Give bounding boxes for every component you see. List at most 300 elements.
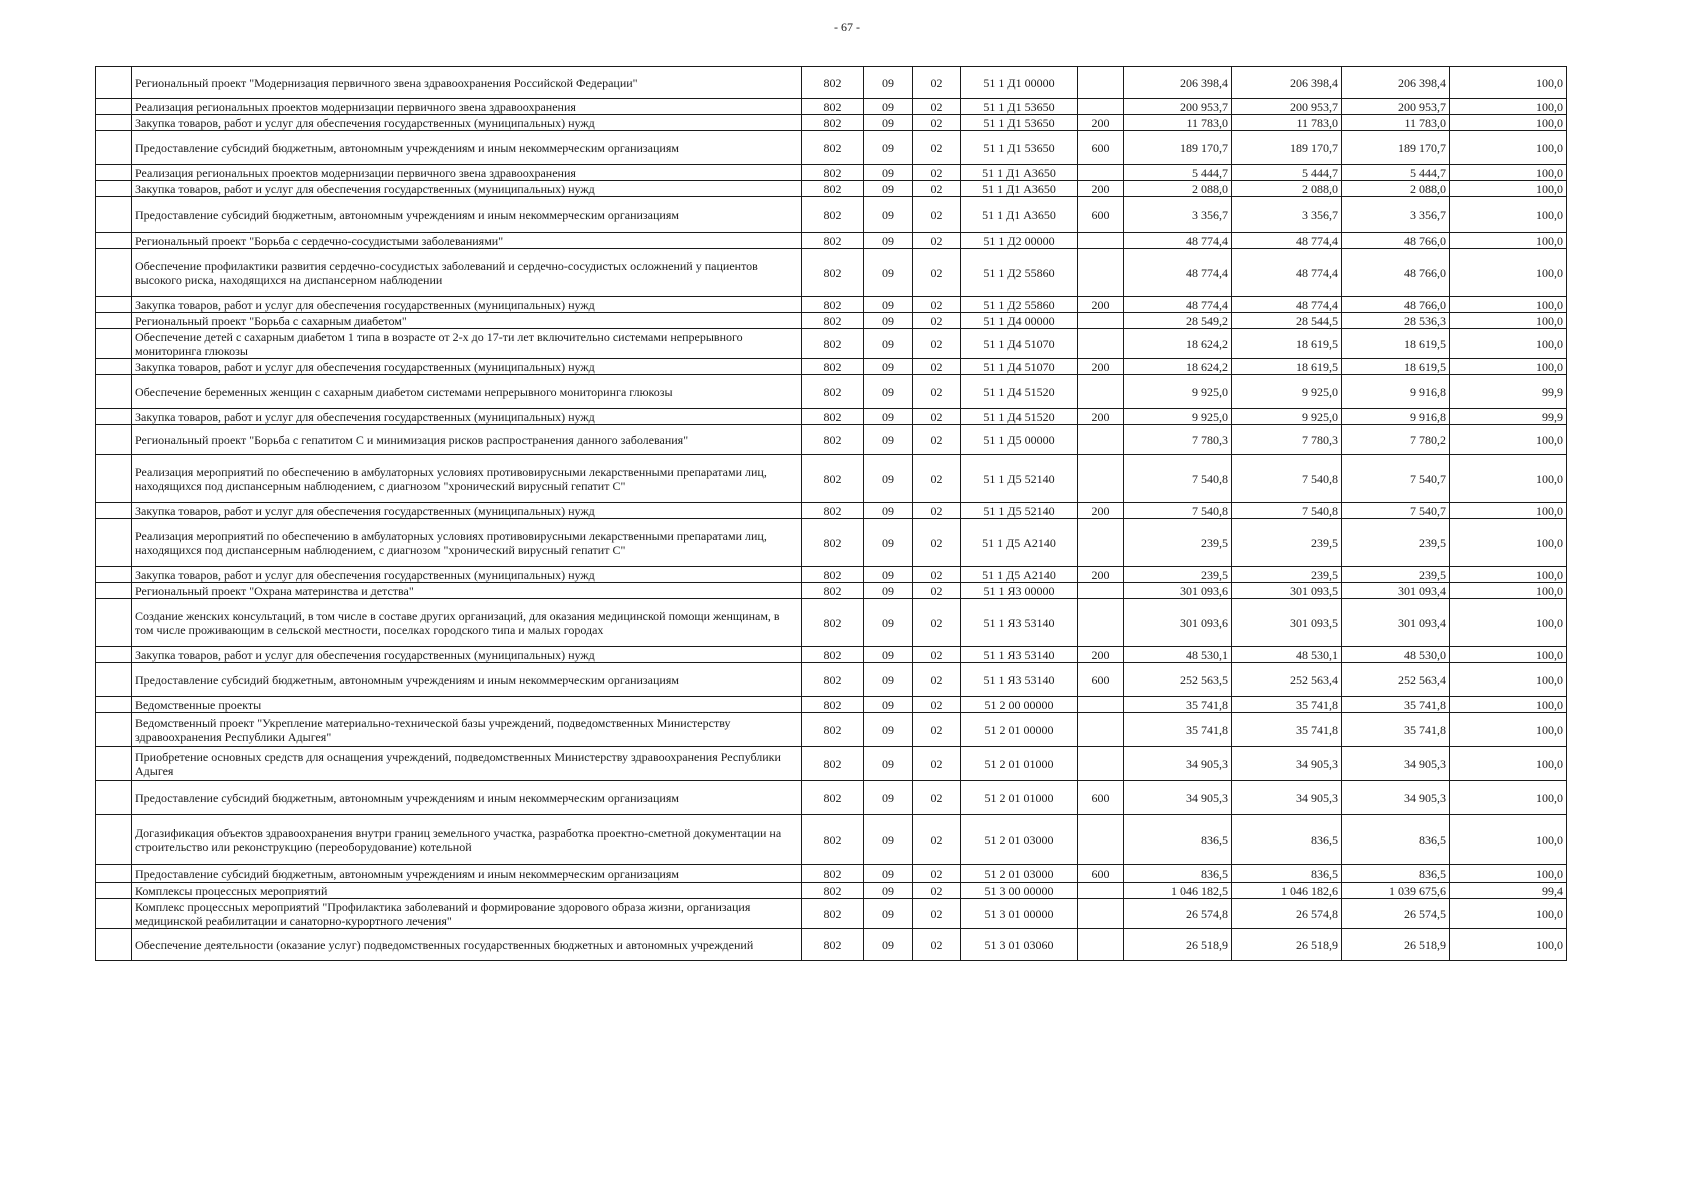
- row-percent: 100,0: [1450, 583, 1567, 599]
- row-margin: [96, 815, 132, 865]
- row-sum-refined: 206 398,4: [1232, 67, 1342, 99]
- row-ved: 802: [802, 647, 864, 663]
- row-ved: 802: [802, 815, 864, 865]
- row-margin: [96, 297, 132, 313]
- row-csr: 51 1 Д1 А3650: [961, 165, 1078, 181]
- row-name: Закупка товаров, работ и услуг для обеспечения государственных (муниципальных) нужд: [132, 503, 802, 519]
- row-pr: 02: [913, 165, 961, 181]
- row-sum-executed: 836,5: [1342, 815, 1450, 865]
- row-sum-executed: 5 444,7: [1342, 165, 1450, 181]
- row-csr: 51 1 Д1 53650: [961, 131, 1078, 165]
- row-margin: [96, 713, 132, 747]
- row-rz: 09: [864, 329, 913, 359]
- row-csr: 51 1 Д4 51520: [961, 409, 1078, 425]
- row-rz: 09: [864, 899, 913, 929]
- table-row: [96, 815, 1567, 865]
- row-name: Комплекс процессных мероприятий "Профилактика заболеваний и формирование здорового образа жизни, организация медицинской реабилитации и санаторно-курортного лечения": [132, 899, 802, 929]
- row-csr: 51 1 Д5 А2140: [961, 519, 1078, 567]
- row-rz: 09: [864, 883, 913, 899]
- row-vr: [1078, 165, 1124, 181]
- row-sum-approved: 48 774,4: [1124, 233, 1232, 249]
- row-name: Предоставление субсидий бюджетным, автономным учреждениям и иным некоммерческим организациям: [132, 865, 802, 883]
- row-sum-approved: 34 905,3: [1124, 747, 1232, 781]
- row-ved: 802: [802, 181, 864, 197]
- row-rz: 09: [864, 567, 913, 583]
- row-csr: 51 1 Д2 55860: [961, 249, 1078, 297]
- row-sum-refined: 301 093,5: [1232, 583, 1342, 599]
- row-sum-executed: 200 953,7: [1342, 99, 1450, 115]
- row-name: Региональный проект "Борьба с сахарным диабетом": [132, 313, 802, 329]
- row-sum-refined: 34 905,3: [1232, 747, 1342, 781]
- row-sum-refined: 48 774,4: [1232, 233, 1342, 249]
- row-percent: 99,4: [1450, 883, 1567, 899]
- row-ved: 802: [802, 131, 864, 165]
- row-sum-executed: 48 766,0: [1342, 297, 1450, 313]
- budget-table: [95, 66, 1567, 961]
- row-sum-refined: 18 619,5: [1232, 359, 1342, 375]
- row-sum-approved: 836,5: [1124, 865, 1232, 883]
- row-sum-executed: 18 619,5: [1342, 359, 1450, 375]
- row-pr: 02: [913, 815, 961, 865]
- row-percent: 100,0: [1450, 713, 1567, 747]
- row-sum-executed: 206 398,4: [1342, 67, 1450, 99]
- row-margin: [96, 455, 132, 503]
- row-ved: 802: [802, 747, 864, 781]
- row-sum-executed: 836,5: [1342, 865, 1450, 883]
- row-vr: 600: [1078, 781, 1124, 815]
- row-name: Региональный проект "Модернизация первичного звена здравоохранения Российской Федерации": [132, 67, 802, 99]
- row-percent: 100,0: [1450, 747, 1567, 781]
- row-sum-executed: 7 780,2: [1342, 425, 1450, 455]
- row-csr: 51 1 Д5 00000: [961, 425, 1078, 455]
- row-sum-refined: 200 953,7: [1232, 99, 1342, 115]
- table-row: [96, 131, 1567, 165]
- row-sum-approved: 11 783,0: [1124, 115, 1232, 131]
- row-percent: 100,0: [1450, 329, 1567, 359]
- row-sum-refined: 5 444,7: [1232, 165, 1342, 181]
- row-sum-refined: 48 774,4: [1232, 249, 1342, 297]
- row-margin: [96, 197, 132, 233]
- row-csr: 51 1 Я3 53140: [961, 647, 1078, 663]
- row-ved: 802: [802, 503, 864, 519]
- row-rz: 09: [864, 165, 913, 181]
- row-rz: 09: [864, 375, 913, 409]
- page-number: - 67 -: [834, 20, 860, 34]
- row-rz: 09: [864, 929, 913, 961]
- row-ved: 802: [802, 425, 864, 455]
- row-rz: 09: [864, 781, 913, 815]
- row-sum-approved: 206 398,4: [1124, 67, 1232, 99]
- row-pr: 02: [913, 503, 961, 519]
- row-sum-approved: 26 518,9: [1124, 929, 1232, 961]
- row-ved: 802: [802, 929, 864, 961]
- row-pr: 02: [913, 359, 961, 375]
- row-vr: [1078, 519, 1124, 567]
- table-row: [96, 781, 1567, 815]
- row-margin: [96, 747, 132, 781]
- row-sum-executed: 9 916,8: [1342, 409, 1450, 425]
- row-csr: 51 2 01 00000: [961, 713, 1078, 747]
- row-sum-approved: 7 540,8: [1124, 455, 1232, 503]
- row-csr: 51 1 Д5 А2140: [961, 567, 1078, 583]
- row-pr: 02: [913, 865, 961, 883]
- row-percent: 100,0: [1450, 899, 1567, 929]
- row-sum-refined: 2 088,0: [1232, 181, 1342, 197]
- row-csr: 51 1 Д4 00000: [961, 313, 1078, 329]
- row-ved: 802: [802, 197, 864, 233]
- row-csr: 51 1 Я3 00000: [961, 583, 1078, 599]
- row-sum-refined: 239,5: [1232, 567, 1342, 583]
- row-name: Обеспечение беременных женщин с сахарным диабетом системами непрерывного мониторинга глюкозы: [132, 375, 802, 409]
- row-sum-refined: 34 905,3: [1232, 781, 1342, 815]
- row-name: Реализация региональных проектов модернизации первичного звена здравоохранения: [132, 165, 802, 181]
- row-pr: 02: [913, 697, 961, 713]
- row-sum-refined: 35 741,8: [1232, 697, 1342, 713]
- row-margin: [96, 781, 132, 815]
- row-margin: [96, 425, 132, 455]
- row-margin: [96, 99, 132, 115]
- row-name: Создание женских консультаций, в том числе в составе других организаций, для оказания медицинской помощи женщинам, в том числе проживающим в сельской местности, поселках городского типа и малых городах: [132, 599, 802, 647]
- row-vr: 200: [1078, 409, 1124, 425]
- row-percent: 100,0: [1450, 697, 1567, 713]
- row-rz: 09: [864, 583, 913, 599]
- row-pr: 02: [913, 781, 961, 815]
- row-percent: 100,0: [1450, 781, 1567, 815]
- row-ved: 802: [802, 519, 864, 567]
- row-pr: 02: [913, 583, 961, 599]
- row-ved: 802: [802, 599, 864, 647]
- row-sum-executed: 2 088,0: [1342, 181, 1450, 197]
- row-vr: [1078, 329, 1124, 359]
- row-ved: 802: [802, 567, 864, 583]
- row-sum-refined: 189 170,7: [1232, 131, 1342, 165]
- row-csr: 51 2 01 03000: [961, 865, 1078, 883]
- row-csr: 51 2 00 00000: [961, 697, 1078, 713]
- row-percent: 100,0: [1450, 455, 1567, 503]
- row-sum-executed: 26 574,5: [1342, 899, 1450, 929]
- table-row: [96, 197, 1567, 233]
- table-row: [96, 583, 1567, 599]
- row-margin: [96, 865, 132, 883]
- table-row: [96, 899, 1567, 929]
- row-vr: 600: [1078, 197, 1124, 233]
- row-pr: 02: [913, 233, 961, 249]
- row-vr: 600: [1078, 865, 1124, 883]
- row-ved: 802: [802, 297, 864, 313]
- row-pr: 02: [913, 647, 961, 663]
- row-sum-executed: 239,5: [1342, 567, 1450, 583]
- row-rz: 09: [864, 99, 913, 115]
- row-name: Региональный проект "Охрана материнства и детства": [132, 583, 802, 599]
- row-sum-executed: 301 093,4: [1342, 599, 1450, 647]
- row-sum-approved: 48 530,1: [1124, 647, 1232, 663]
- row-rz: 09: [864, 181, 913, 197]
- table-row: [96, 697, 1567, 713]
- row-sum-approved: 189 170,7: [1124, 131, 1232, 165]
- row-sum-approved: 34 905,3: [1124, 781, 1232, 815]
- table-row: [96, 713, 1567, 747]
- row-rz: 09: [864, 67, 913, 99]
- table-row: [96, 165, 1567, 181]
- row-sum-refined: 1 046 182,6: [1232, 883, 1342, 899]
- row-ved: 802: [802, 249, 864, 297]
- row-sum-approved: 28 549,2: [1124, 313, 1232, 329]
- row-name: Закупка товаров, работ и услуг для обеспечения государственных (муниципальных) нужд: [132, 359, 802, 375]
- table-row: [96, 747, 1567, 781]
- row-csr: 51 3 01 03060: [961, 929, 1078, 961]
- row-ved: 802: [802, 359, 864, 375]
- row-sum-refined: 28 544,5: [1232, 313, 1342, 329]
- row-margin: [96, 165, 132, 181]
- row-sum-executed: 3 356,7: [1342, 197, 1450, 233]
- row-percent: 100,0: [1450, 99, 1567, 115]
- row-percent: 100,0: [1450, 567, 1567, 583]
- row-vr: [1078, 455, 1124, 503]
- table-row: [96, 865, 1567, 883]
- row-pr: 02: [913, 599, 961, 647]
- row-ved: 802: [802, 883, 864, 899]
- row-pr: 02: [913, 567, 961, 583]
- row-percent: 100,0: [1450, 503, 1567, 519]
- row-vr: [1078, 815, 1124, 865]
- row-sum-executed: 34 905,3: [1342, 781, 1450, 815]
- row-csr: 51 2 01 01000: [961, 747, 1078, 781]
- table-row: [96, 375, 1567, 409]
- row-pr: 02: [913, 883, 961, 899]
- row-ved: 802: [802, 99, 864, 115]
- row-vr: [1078, 583, 1124, 599]
- row-name: Региональный проект "Борьба с сердечно-сосудистыми заболеваниями": [132, 233, 802, 249]
- row-margin: [96, 567, 132, 583]
- row-pr: 02: [913, 899, 961, 929]
- table-row: [96, 503, 1567, 519]
- row-sum-executed: 7 540,7: [1342, 455, 1450, 503]
- row-rz: 09: [864, 115, 913, 131]
- row-sum-executed: 34 905,3: [1342, 747, 1450, 781]
- row-sum-executed: 301 093,4: [1342, 583, 1450, 599]
- row-name: Реализация мероприятий по обеспечению в амбулаторных условиях противовирусными лекарственными препаратами лиц, находящихся под диспансерным наблюдением, с диагнозом "хронический вирусный гепатит С": [132, 519, 802, 567]
- row-pr: 02: [913, 115, 961, 131]
- row-vr: 200: [1078, 181, 1124, 197]
- row-sum-approved: 35 741,8: [1124, 697, 1232, 713]
- row-name: Ведомственные проекты: [132, 697, 802, 713]
- table-row: [96, 599, 1567, 647]
- table-row: [96, 929, 1567, 961]
- row-margin: [96, 899, 132, 929]
- row-sum-executed: 11 783,0: [1342, 115, 1450, 131]
- row-pr: 02: [913, 519, 961, 567]
- row-percent: 100,0: [1450, 815, 1567, 865]
- row-rz: 09: [864, 197, 913, 233]
- row-sum-executed: 252 563,4: [1342, 663, 1450, 697]
- row-pr: 02: [913, 131, 961, 165]
- table-row: [96, 567, 1567, 583]
- row-ved: 802: [802, 697, 864, 713]
- row-pr: 02: [913, 713, 961, 747]
- row-rz: 09: [864, 233, 913, 249]
- row-name: Догазификация объектов здравоохранения внутри границ земельного участка, разработка проектно-сметной документации на строительство или реконструкцию (переоборудование) котельной: [132, 815, 802, 865]
- row-rz: 09: [864, 663, 913, 697]
- row-pr: 02: [913, 67, 961, 99]
- row-margin: [96, 409, 132, 425]
- row-name: Предоставление субсидий бюджетным, автономным учреждениям и иным некоммерческим организациям: [132, 663, 802, 697]
- table-row: [96, 519, 1567, 567]
- row-vr: [1078, 929, 1124, 961]
- row-vr: 200: [1078, 359, 1124, 375]
- table-row: [96, 359, 1567, 375]
- row-sum-approved: 239,5: [1124, 567, 1232, 583]
- table-row: [96, 115, 1567, 131]
- table-row: [96, 329, 1567, 359]
- row-csr: 51 1 Д5 52140: [961, 503, 1078, 519]
- row-name: Обеспечение профилактики развития сердечно-сосудистых заболеваний и сердечно-сосудистых осложнений у пациентов высокого риска, находящихся на диспансерном наблюдении: [132, 249, 802, 297]
- row-sum-refined: 836,5: [1232, 865, 1342, 883]
- table-row: [96, 883, 1567, 899]
- row-ved: 802: [802, 233, 864, 249]
- row-vr: 200: [1078, 503, 1124, 519]
- row-sum-refined: 9 925,0: [1232, 409, 1342, 425]
- row-name: Ведомственный проект "Укрепление материально-технической базы учреждений, подведомственных Министерству здравоохранения Республики Адыгея": [132, 713, 802, 747]
- row-sum-approved: 9 925,0: [1124, 375, 1232, 409]
- row-percent: 100,0: [1450, 233, 1567, 249]
- table-body: [96, 67, 1567, 961]
- row-percent: 100,0: [1450, 865, 1567, 883]
- row-margin: [96, 663, 132, 697]
- row-name: Предоставление субсидий бюджетным, автономным учреждениям и иным некоммерческим организациям: [132, 781, 802, 815]
- row-ved: 802: [802, 899, 864, 929]
- table-row: [96, 99, 1567, 115]
- row-csr: 51 1 Д4 51520: [961, 375, 1078, 409]
- row-vr: 200: [1078, 297, 1124, 313]
- table-row: [96, 67, 1567, 99]
- row-pr: 02: [913, 663, 961, 697]
- row-vr: 600: [1078, 663, 1124, 697]
- row-sum-approved: 2 088,0: [1124, 181, 1232, 197]
- row-ved: 802: [802, 583, 864, 599]
- row-margin: [96, 519, 132, 567]
- row-sum-refined: 7 780,3: [1232, 425, 1342, 455]
- row-rz: 09: [864, 131, 913, 165]
- row-sum-executed: 189 170,7: [1342, 131, 1450, 165]
- row-rz: 09: [864, 409, 913, 425]
- row-name: Предоставление субсидий бюджетным, автономным учреждениям и иным некоммерческим организациям: [132, 197, 802, 233]
- row-ved: 802: [802, 781, 864, 815]
- row-sum-approved: 200 953,7: [1124, 99, 1232, 115]
- row-vr: [1078, 899, 1124, 929]
- row-csr: 51 2 01 03000: [961, 815, 1078, 865]
- row-sum-refined: 836,5: [1232, 815, 1342, 865]
- row-margin: [96, 599, 132, 647]
- row-ved: 802: [802, 375, 864, 409]
- row-name: Реализация мероприятий по обеспечению в амбулаторных условиях противовирусными лекарственными препаратами лиц, находящихся под диспансерным наблюдением, с диагнозом "хронический вирусный гепатит С": [132, 455, 802, 503]
- row-name: Закупка товаров, работ и услуг для обеспечения государственных (муниципальных) нужд: [132, 647, 802, 663]
- table-row: [96, 313, 1567, 329]
- row-percent: 100,0: [1450, 181, 1567, 197]
- row-sum-refined: 26 518,9: [1232, 929, 1342, 961]
- row-rz: 09: [864, 297, 913, 313]
- row-ved: 802: [802, 455, 864, 503]
- row-sum-approved: 18 624,2: [1124, 329, 1232, 359]
- row-csr: 51 1 Д1 53650: [961, 115, 1078, 131]
- row-percent: 100,0: [1450, 929, 1567, 961]
- row-vr: [1078, 375, 1124, 409]
- row-sum-refined: 48 530,1: [1232, 647, 1342, 663]
- row-sum-executed: 1 039 675,6: [1342, 883, 1450, 899]
- row-sum-executed: 7 540,7: [1342, 503, 1450, 519]
- row-margin: [96, 647, 132, 663]
- row-csr: 51 1 Я3 53140: [961, 599, 1078, 647]
- row-rz: 09: [864, 313, 913, 329]
- row-percent: 100,0: [1450, 519, 1567, 567]
- row-name: Приобретение основных средств для оснащения учреждений, подведомственных Министерству здравоохранения Республики Адыгея: [132, 747, 802, 781]
- row-vr: [1078, 697, 1124, 713]
- row-ved: 802: [802, 329, 864, 359]
- row-pr: 02: [913, 313, 961, 329]
- row-csr: 51 1 Я3 53140: [961, 663, 1078, 697]
- row-pr: 02: [913, 297, 961, 313]
- row-vr: [1078, 99, 1124, 115]
- row-sum-approved: 5 444,7: [1124, 165, 1232, 181]
- row-csr: 51 1 Д4 51070: [961, 329, 1078, 359]
- row-vr: [1078, 713, 1124, 747]
- row-csr: 51 1 Д1 53650: [961, 99, 1078, 115]
- table-row: [96, 233, 1567, 249]
- row-sum-approved: 301 093,6: [1124, 599, 1232, 647]
- row-pr: 02: [913, 929, 961, 961]
- row-name: Реализация региональных проектов модернизации первичного звена здравоохранения: [132, 99, 802, 115]
- row-sum-executed: 35 741,8: [1342, 713, 1450, 747]
- row-sum-approved: 252 563,5: [1124, 663, 1232, 697]
- row-sum-executed: 35 741,8: [1342, 697, 1450, 713]
- row-name: Закупка товаров, работ и услуг для обеспечения государственных (муниципальных) нужд: [132, 297, 802, 313]
- row-sum-refined: 3 356,7: [1232, 197, 1342, 233]
- row-percent: 100,0: [1450, 313, 1567, 329]
- row-name: Комплексы процессных мероприятий: [132, 883, 802, 899]
- row-percent: 100,0: [1450, 249, 1567, 297]
- row-name: Предоставление субсидий бюджетным, автономным учреждениям и иным некоммерческим организациям: [132, 131, 802, 165]
- row-rz: 09: [864, 865, 913, 883]
- table-row: [96, 455, 1567, 503]
- row-vr: 200: [1078, 567, 1124, 583]
- row-margin: [96, 503, 132, 519]
- row-sum-executed: 48 766,0: [1342, 233, 1450, 249]
- row-ved: 802: [802, 663, 864, 697]
- table-row: [96, 425, 1567, 455]
- row-vr: [1078, 233, 1124, 249]
- row-pr: 02: [913, 455, 961, 503]
- row-sum-approved: 7 540,8: [1124, 503, 1232, 519]
- row-percent: 100,0: [1450, 359, 1567, 375]
- row-ved: 802: [802, 409, 864, 425]
- row-ved: 802: [802, 115, 864, 131]
- row-name: Обеспечение детей с сахарным диабетом 1 типа в возрасте от 2-х до 17-ти лет включительно системами непрерывного мониторинга глюкозы: [132, 329, 802, 359]
- row-sum-approved: 836,5: [1124, 815, 1232, 865]
- row-percent: 100,0: [1450, 115, 1567, 131]
- row-pr: 02: [913, 375, 961, 409]
- row-sum-approved: 7 780,3: [1124, 425, 1232, 455]
- row-csr: 51 3 00 00000: [961, 883, 1078, 899]
- row-sum-refined: 7 540,8: [1232, 455, 1342, 503]
- row-sum-refined: 26 574,8: [1232, 899, 1342, 929]
- row-sum-approved: 9 925,0: [1124, 409, 1232, 425]
- row-sum-approved: 301 093,6: [1124, 583, 1232, 599]
- row-csr: 51 1 Д2 00000: [961, 233, 1078, 249]
- row-sum-refined: 252 563,4: [1232, 663, 1342, 697]
- row-percent: 99,9: [1450, 409, 1567, 425]
- row-vr: [1078, 883, 1124, 899]
- table-row: [96, 647, 1567, 663]
- row-sum-executed: 18 619,5: [1342, 329, 1450, 359]
